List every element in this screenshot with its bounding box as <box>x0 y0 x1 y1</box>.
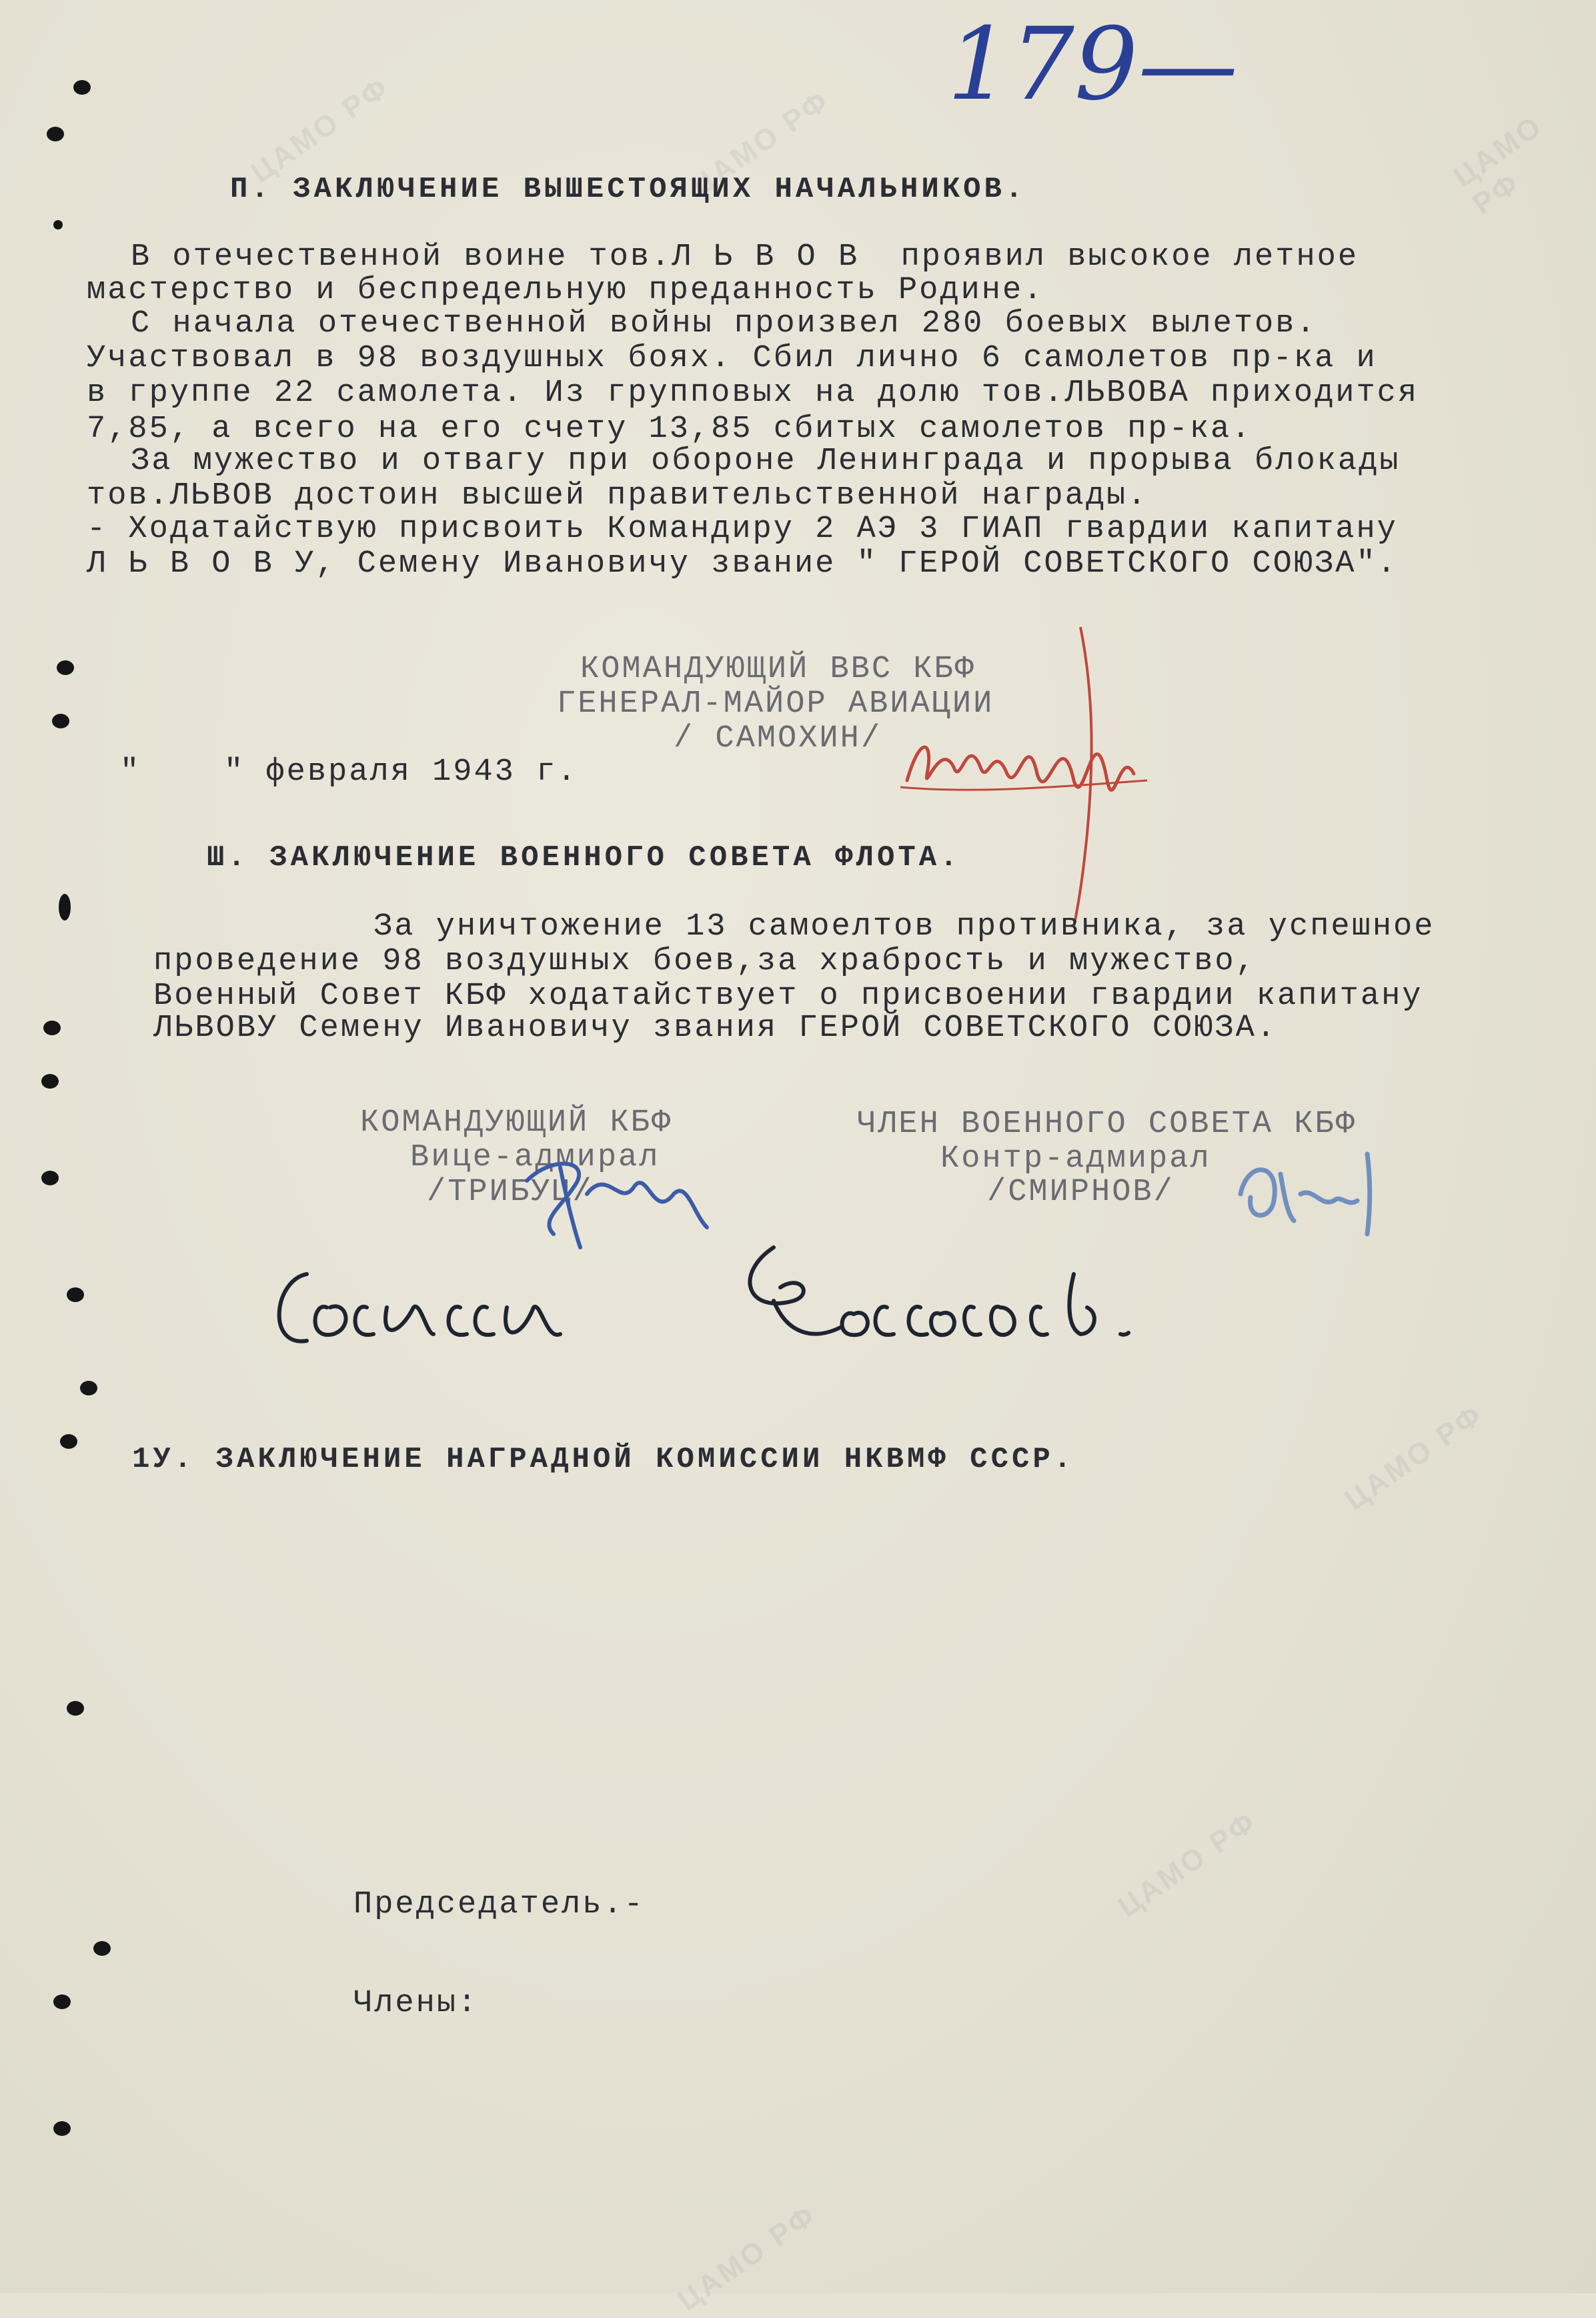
signatory-rank: Контр-адмирал <box>940 1141 1211 1177</box>
binder-hole <box>53 2121 71 2136</box>
document-date: " " февраля 1943 г. <box>120 754 578 790</box>
binder-hole <box>57 660 74 675</box>
watermark: ЦАМО РФ <box>1447 109 1549 221</box>
body-line: За уничтожение 13 самоелтов противника, за успешное <box>373 909 1435 945</box>
body-line: В отечественной воине тов.Л Ь В О В проявил высокое летное <box>131 239 1359 275</box>
body-line: Военный Совет КБФ ходатайствует о присвоении гвардии капитану <box>153 979 1423 1014</box>
body-line: ЛЬВОВУ Семену Ивановичу звания ГЕРОЙ СОВЕТСКОГО СОЮЗА. <box>153 1011 1278 1046</box>
section-heading: П. ЗАКЛЮЧЕНИЕ ВЫШЕСТОЯЩИХ НАЧАЛЬНИКОВ. <box>230 173 1026 206</box>
binder-hole <box>67 1287 84 1302</box>
signatory-rank: ГЕНЕРАЛ-МАЙОР АВИАЦИИ <box>557 686 994 722</box>
signatory-title: ЧЛЕН ВОЕННОГО СОВЕТА КБФ <box>857 1107 1357 1142</box>
binder-hole <box>53 220 63 229</box>
chairman-label: Председатель.- <box>353 1887 645 1922</box>
body-line: 7,85, а всего на его счету 13,85 сбитых самолетов пр-ка. <box>87 412 1253 447</box>
body-line: проведение 98 воздушных боев,за храбрость и мужество, <box>153 944 1257 979</box>
watermark: ЦАМО РФ <box>1112 1804 1263 1924</box>
signatory-name: /ТРИБУЦ/ <box>427 1175 594 1210</box>
binder-hole <box>43 1021 61 1035</box>
signatory-name: /СМИРНОВ/ <box>987 1175 1174 1210</box>
body-line: тов.ЛЬВОВ достоин высшей правительственной награды. <box>87 478 1148 514</box>
binder-hole <box>47 127 64 141</box>
page-number: 179— <box>947 7 1239 123</box>
binder-hole <box>53 1994 71 2009</box>
signatory-rank: Вице-адмирал <box>410 1140 660 1175</box>
smirnov-signature <box>1234 1134 1381 1241</box>
signatory-title: КОМАНДУЮЩИЙ КБФ <box>360 1105 673 1141</box>
body-line: в группе 22 самолета. Из групповых на долю тов.ЛЬВОВА приходится <box>87 376 1419 411</box>
body-line: За мужество и отвагу при обороне Ленинграда и прорыва блокады <box>131 444 1401 479</box>
section-heading: Ш. ЗАКЛЮЧЕНИЕ ВОЕННОГО СОВЕТА ФЛОТА. <box>207 841 961 875</box>
binder-hole <box>73 80 91 95</box>
handwritten-approval-scribble <box>267 1234 1374 1387</box>
binder-hole <box>41 1171 59 1185</box>
section-heading: 1У. ЗАКЛЮЧЕНИЕ НАГРАДНОЙ КОМИССИИ НКВМФ СССР. <box>132 1443 1075 1476</box>
binder-hole <box>93 1941 111 1956</box>
binder-hole <box>52 714 69 728</box>
body-line: Участвовал в 98 воздушных боях. Сбил лично 6 самолетов пр-ка и <box>87 341 1377 376</box>
red-signature <box>894 614 1174 934</box>
binder-hole <box>41 1074 59 1089</box>
body-line: С начала отечественной войны произвел 280 боевых вылетов. <box>131 306 1317 342</box>
members-label: Члены: <box>353 1986 479 2021</box>
signatory-name: / САМОХИН/ <box>674 721 882 756</box>
body-line: Л Ь В О В У, Семену Ивановичу звание " ГЕРОЙ СОВЕТСКОГО СОЮЗА". <box>87 546 1398 582</box>
watermark: ЦАМО РФ <box>672 2198 823 2317</box>
watermark: ЦАМО РФ <box>245 70 396 189</box>
body-line: мастерство и беспредельную преданность Родине. <box>87 273 1044 308</box>
handwritten-approval-text <box>293 1287 362 1295</box>
binder-hole <box>60 1434 77 1449</box>
binder-hole <box>59 894 71 921</box>
binder-hole <box>80 1381 97 1395</box>
signatory-title: КОМАНДУЮЩИЙ ВВС КБФ <box>580 652 976 687</box>
binder-hole <box>67 1701 84 1716</box>
watermark: ЦАМО РФ <box>685 83 836 203</box>
body-line: - Ходатайствую присвоить Командиру 2 АЭ 3 ГИАП гвардии капитану <box>87 512 1398 547</box>
watermark: ЦАМО РФ <box>1339 1397 1490 1517</box>
